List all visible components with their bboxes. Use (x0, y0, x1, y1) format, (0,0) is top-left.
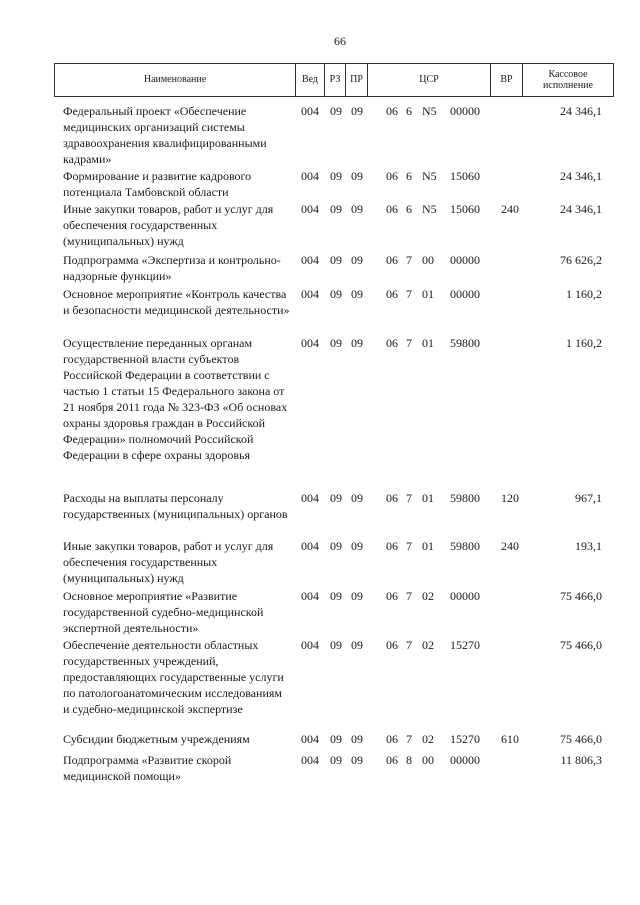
row-c1: 06 (386, 104, 398, 118)
row-c4: 15270 (450, 638, 480, 652)
row-c4: 00000 (450, 753, 480, 767)
row-c2: 6 (406, 104, 412, 118)
row-c3: 02 (422, 732, 434, 746)
row-c1: 06 (386, 336, 398, 350)
row-c2: 8 (406, 753, 412, 767)
row-amount: 75 466,0 (560, 732, 602, 746)
side-margin-mark (4, 400, 8, 560)
row-ved: 004 (301, 539, 319, 553)
row-name: Формирование и развитие кадрового потенциала Тамбовской области (63, 169, 252, 199)
row-name: Осуществление переданных органам государственной власти субъектов Российской Федерации в соответствии с частью 1 статьи 15 Федерального закона от 21 ноября 2011 года № 323-ФЗ «Об основах охраны здоровья граждан в Российской Федерации» полномочий Российской Федерации в сфере охраны здоровья (63, 336, 288, 462)
row-amount: 967,1 (575, 491, 602, 505)
row-amount: 193,1 (575, 539, 602, 553)
row-c3: 01 (422, 539, 434, 553)
row-name: Иные закупки товаров, работ и услуг для обеспечения государственных (муниципальных) нужд (63, 202, 274, 248)
row-rz: 09 (330, 732, 342, 746)
row-name: Подпрограмма «Экспертиза и контрольно-надзорные функции» (63, 253, 281, 283)
row-vr: 240 (501, 202, 519, 216)
row-ved: 004 (301, 253, 319, 267)
row-amount: 1 160,2 (566, 336, 602, 350)
row-ved: 004 (301, 336, 319, 350)
row-rz: 09 (330, 753, 342, 767)
row-c4: 15060 (450, 202, 480, 216)
table-header (54, 63, 614, 97)
header-name: Наименование (143, 74, 207, 86)
row-c3: 01 (422, 287, 434, 301)
row-amount: 11 806,3 (560, 753, 602, 767)
row-c4: 15270 (450, 732, 480, 746)
row-c1: 06 (386, 732, 398, 746)
row-name: Субсидии бюджетным учреждениям (63, 732, 250, 746)
row-name: Обеспечение деятельности областных государственных учреждений, предоставляющих государственные услуги по патологоанатомическим исследованиям и судебно-медицинской экспертизе (63, 638, 284, 716)
row-name: Подпрограмма «Развитие скорой медицинской помощи» (63, 753, 232, 783)
row-rz: 09 (330, 104, 342, 118)
row-c1: 06 (386, 491, 398, 505)
row-c3: 02 (422, 589, 434, 603)
row-c1: 06 (386, 753, 398, 767)
row-ved: 004 (301, 287, 319, 301)
row-c3: N5 (422, 202, 437, 216)
row-c4: 59800 (450, 539, 480, 553)
row-pr: 09 (351, 589, 363, 603)
row-pr: 09 (351, 287, 363, 301)
row-c4: 59800 (450, 336, 480, 350)
header-ved: Вед (295, 64, 324, 96)
row-vr: 240 (501, 539, 519, 553)
row-c1: 06 (386, 287, 398, 301)
row-name: Расходы на выплаты персоналу государственных (муниципальных) органов (63, 491, 288, 521)
row-amount: 24 346,1 (560, 169, 602, 183)
row-c4: 00000 (450, 104, 480, 118)
row-pr: 09 (351, 104, 363, 118)
header-vr: ВР (490, 64, 522, 96)
row-amount: 75 466,0 (560, 589, 602, 603)
row-vr: 610 (501, 732, 519, 746)
row-c2: 7 (406, 287, 412, 301)
row-c2: 7 (406, 732, 412, 746)
row-c1: 06 (386, 169, 398, 183)
header-rz: РЗ (324, 64, 345, 96)
page-number: 66 (334, 34, 346, 48)
row-c1: 06 (386, 202, 398, 216)
row-c3: 01 (422, 336, 434, 350)
row-ved: 004 (301, 202, 319, 216)
row-c2: 7 (406, 589, 412, 603)
row-c4: 00000 (450, 589, 480, 603)
row-pr: 09 (351, 491, 363, 505)
row-ved: 004 (301, 732, 319, 746)
header-pr: ПР (345, 64, 367, 96)
row-ved: 004 (301, 638, 319, 652)
row-c1: 06 (386, 539, 398, 553)
row-c4: 00000 (450, 253, 480, 267)
row-pr: 09 (351, 202, 363, 216)
header-amount: Кассовое исполнение (522, 64, 613, 96)
row-rz: 09 (330, 491, 342, 505)
row-c2: 7 (406, 638, 412, 652)
row-pr: 09 (351, 253, 363, 267)
row-ved: 004 (301, 169, 319, 183)
row-c2: 6 (406, 202, 412, 216)
row-c2: 6 (406, 169, 412, 183)
row-ved: 004 (301, 104, 319, 118)
row-c2: 7 (406, 253, 412, 267)
row-pr: 09 (351, 753, 363, 767)
row-rz: 09 (330, 336, 342, 350)
row-c4: 15060 (450, 169, 480, 183)
row-rz: 09 (330, 539, 342, 553)
row-c4: 00000 (450, 287, 480, 301)
row-name: Иные закупки товаров, работ и услуг для обеспечения государственных (муниципальных) нужд (63, 539, 274, 585)
header-csr: ЦСР (367, 64, 490, 96)
row-pr: 09 (351, 638, 363, 652)
row-name: Федеральный проект «Обеспечение медицинских организаций системы здравоохранения квалифицированными кадрами» (63, 104, 267, 166)
row-c3: 02 (422, 638, 434, 652)
row-c3: N5 (422, 169, 437, 183)
row-ved: 004 (301, 753, 319, 767)
row-c3: 00 (422, 753, 434, 767)
row-c2: 7 (406, 539, 412, 553)
row-amount: 75 466,0 (560, 638, 602, 652)
row-c4: 59800 (450, 491, 480, 505)
row-amount: 24 346,1 (560, 104, 602, 118)
row-name: Основное мероприятие «Развитие государственной судебно-медицинской экспертной деятельности» (63, 589, 264, 635)
row-pr: 09 (351, 539, 363, 553)
row-ved: 004 (301, 491, 319, 505)
row-c2: 7 (406, 491, 412, 505)
row-rz: 09 (330, 169, 342, 183)
row-name: Основное мероприятие «Контроль качества и безопасности медицинской деятельности» (63, 287, 290, 317)
row-c1: 06 (386, 638, 398, 652)
row-pr: 09 (351, 169, 363, 183)
row-amount: 24 346,1 (560, 202, 602, 216)
row-c3: 00 (422, 253, 434, 267)
row-rz: 09 (330, 638, 342, 652)
row-rz: 09 (330, 589, 342, 603)
row-amount: 76 626,2 (560, 253, 602, 267)
row-pr: 09 (351, 336, 363, 350)
row-vr: 120 (501, 491, 519, 505)
row-c2: 7 (406, 336, 412, 350)
row-c3: N5 (422, 104, 437, 118)
row-pr: 09 (351, 732, 363, 746)
row-c1: 06 (386, 253, 398, 267)
row-amount: 1 160,2 (566, 287, 602, 301)
row-rz: 09 (330, 202, 342, 216)
row-ved: 004 (301, 589, 319, 603)
row-c3: 01 (422, 491, 434, 505)
row-rz: 09 (330, 253, 342, 267)
row-rz: 09 (330, 287, 342, 301)
row-c1: 06 (386, 589, 398, 603)
